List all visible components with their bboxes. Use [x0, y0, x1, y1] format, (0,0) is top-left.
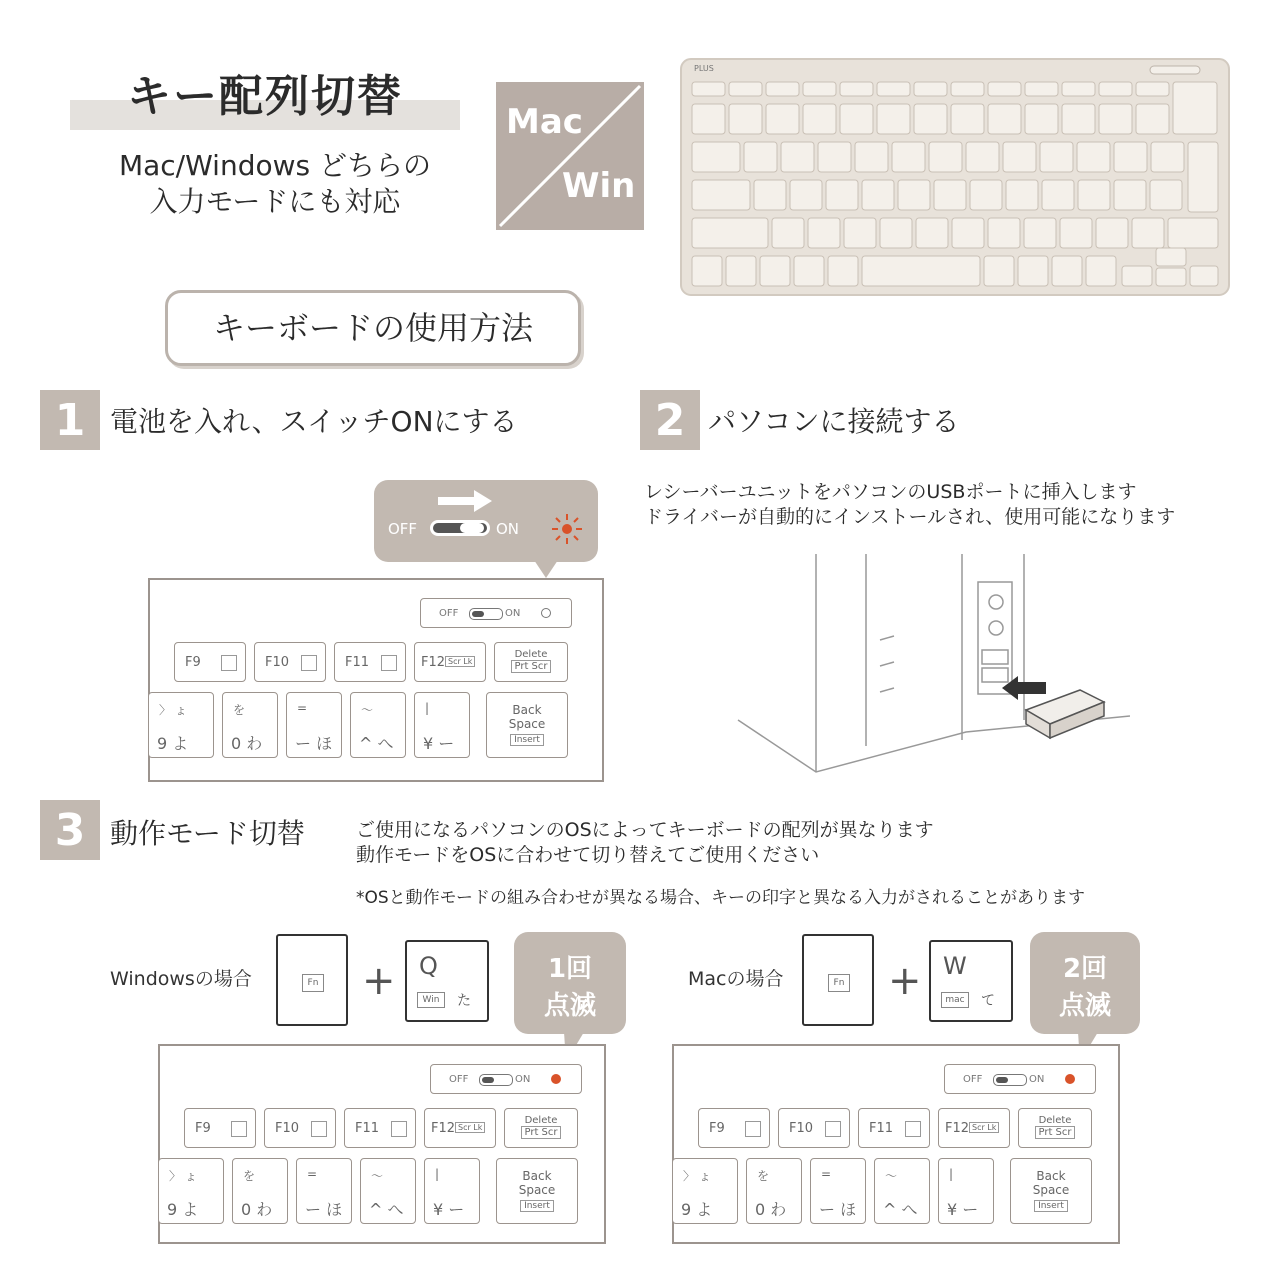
key-9-top: 〉 ょ [683, 1169, 711, 1183]
key-f10 [264, 1108, 336, 1148]
key-0 [222, 692, 278, 758]
keycap [744, 142, 777, 172]
key-f12-label: F12 [945, 1121, 970, 1136]
led-indicator-icon [1065, 1074, 1075, 1084]
step-2-desc-line-2: ドライバーが自動的にインストールされ、使用可能になります [644, 506, 1176, 528]
switch-track-icon [469, 608, 503, 620]
key-f9-media-icon [231, 1121, 247, 1137]
key-f12 [424, 1108, 496, 1148]
key-0-top: を [243, 1169, 256, 1183]
keycap [754, 180, 786, 210]
keyboard-brand: PLUS [694, 64, 714, 73]
keycap [1136, 82, 1169, 96]
keycap [826, 180, 858, 210]
keycap [1077, 142, 1110, 172]
key-f10-media-icon [311, 1121, 327, 1137]
usage-section-title: キーボードの使用方法 [165, 290, 581, 366]
key-f11 [334, 642, 406, 682]
key-f12 [938, 1108, 1010, 1148]
step-2-desc-line-1: レシーバーユニットをパソコンのUSBポートに挿入します [644, 481, 1137, 503]
key-caret-top: ～ [885, 1169, 898, 1183]
keycap [1190, 266, 1218, 286]
key-f12-label: F12 [431, 1121, 456, 1136]
badge-win: Win [562, 166, 636, 206]
keycap [729, 104, 762, 134]
keycap [726, 256, 756, 286]
key-9-top: 〉 ょ [159, 703, 187, 717]
keycap [914, 104, 947, 134]
keycap [1156, 268, 1186, 286]
keycap [1086, 256, 1116, 286]
keycap [1025, 82, 1058, 96]
keycap [1188, 142, 1218, 212]
keycap [840, 82, 873, 96]
mac-win-badge [496, 82, 644, 230]
key-prtscr-label: Prt Scr [511, 660, 550, 673]
key-9 [672, 1158, 738, 1224]
switch-off-label: OFF [963, 1074, 983, 1085]
key-f9-media-icon [745, 1121, 761, 1137]
key-yen [938, 1158, 994, 1224]
key-f10-label: F10 [265, 655, 290, 670]
key-0 [746, 1158, 802, 1224]
mac-plus-sign: + [888, 958, 922, 1004]
switch-knob [996, 1077, 1008, 1083]
switch-off-label: OFF [449, 1074, 469, 1085]
key-caret-bottom: ^ へ [359, 734, 394, 753]
keycap [692, 256, 722, 286]
keycap [840, 104, 873, 134]
key-delete-label: Delete [524, 1115, 558, 1126]
keycap [1132, 218, 1164, 248]
windows-keyboard-detail [158, 1044, 606, 1244]
key-f11-label: F11 [355, 1121, 380, 1136]
key-caret [874, 1158, 930, 1224]
keyboard-photo-icon [680, 58, 1230, 296]
keycap [988, 104, 1021, 134]
key-prtscr-label: Prt Scr [1035, 1126, 1074, 1139]
step-3-desc-line-2: 動作モードをOSに合わせて切り替えてご使用ください [356, 844, 820, 866]
keycap [794, 256, 824, 286]
key-yen-top: | [949, 1167, 954, 1181]
key-f11 [858, 1108, 930, 1148]
switch-knob [472, 611, 484, 617]
keycap [803, 104, 836, 134]
keycap [916, 218, 948, 248]
keycap [934, 180, 966, 210]
keycap [1025, 104, 1058, 134]
keycap [692, 218, 768, 248]
windows-blink-callout [514, 932, 626, 1034]
keycap [855, 142, 888, 172]
key-f9-label: F9 [195, 1121, 211, 1136]
w-key-main: W [943, 952, 967, 980]
step-1-title: 電池を入れ、スイッチONにする [110, 405, 518, 438]
step-1-keyboard-detail [148, 578, 604, 782]
key-insert-label: Insert [510, 734, 544, 746]
keycap [877, 82, 910, 96]
key-scrlk-label: Scr Lk [969, 1122, 999, 1133]
key-f12 [414, 642, 486, 682]
key-f10-label: F10 [789, 1121, 814, 1136]
key-caret-bottom: ^ へ [883, 1200, 918, 1219]
step-3-title: 動作モード切替 [110, 817, 305, 850]
mac-fn-key [802, 934, 874, 1026]
keycap [1156, 248, 1186, 266]
keycap [1062, 104, 1095, 134]
key-minus-top: = [307, 1167, 318, 1181]
keycap [1150, 180, 1182, 210]
keycap [898, 180, 930, 210]
power-switch-callout [374, 480, 598, 562]
key-yen-top: | [435, 1167, 440, 1181]
power-switch [430, 1064, 582, 1094]
mac-fn-key-label: Fn [828, 974, 850, 992]
keycap [692, 104, 725, 134]
q-key-kana: た [457, 993, 471, 1009]
key-f9 [184, 1108, 256, 1148]
keycap [1018, 256, 1048, 286]
key-delete-label: Delete [514, 649, 548, 660]
keycap [1099, 104, 1132, 134]
key-caret-bottom: ^ へ [369, 1200, 404, 1219]
key-f9-label: F9 [709, 1121, 725, 1136]
switch-track-icon [993, 1074, 1027, 1086]
key-f11-label: F11 [869, 1121, 894, 1136]
keycap [760, 256, 790, 286]
windows-q-key [405, 940, 489, 1022]
key-0-bottom: 0 わ [231, 734, 263, 753]
q-key-main: Q [419, 952, 438, 980]
keycap [929, 142, 962, 172]
step-2-description [644, 480, 1175, 530]
switch-on-label: ON [1029, 1074, 1045, 1085]
key-delete-label: Delete [1038, 1115, 1072, 1126]
windows-case-label: Windowsの場合 [110, 968, 252, 990]
key-caret [350, 692, 406, 758]
keycap [1122, 266, 1152, 286]
key-0-bottom: 0 わ [755, 1200, 787, 1219]
w-key-kana: て [981, 993, 995, 1009]
mac-w-key [929, 940, 1013, 1022]
main-title [70, 60, 460, 124]
keycap [984, 256, 1014, 286]
keycap [862, 256, 980, 286]
keycap [1173, 82, 1217, 134]
key-backspace-line1: Back [522, 1169, 552, 1183]
key-yen [424, 1158, 480, 1224]
keycap [1096, 218, 1128, 248]
fn-key-label: Fn [302, 974, 324, 992]
mac-keyboard-detail [672, 1044, 1120, 1244]
keycap [1060, 218, 1092, 248]
key-backspace-line2: Space [1032, 1183, 1070, 1197]
key-backspace [486, 692, 568, 758]
keycap [1003, 142, 1036, 172]
key-backspace-line2: Space [508, 717, 546, 731]
keycap [692, 180, 750, 210]
key-yen [414, 692, 470, 758]
subtitle-line-1: Mac/Windows どちらの [118, 149, 432, 182]
key-yen-top: | [425, 701, 430, 715]
mac-blink-count: 2回 [1062, 954, 1108, 984]
key-insert-label: Insert [1034, 1200, 1068, 1212]
keycap [880, 218, 912, 248]
key-f9 [698, 1108, 770, 1148]
title-text: キー配列切替 [127, 71, 403, 122]
key-minus [286, 692, 342, 758]
switch-on-label: ON [515, 1074, 531, 1085]
key-0-top: を [233, 703, 246, 717]
arrow-right-icon [436, 488, 496, 514]
keycap [766, 82, 799, 96]
keycap [828, 256, 858, 286]
key-f12-label: F12 [421, 655, 446, 670]
key-delete [1018, 1108, 1092, 1148]
keycap [1078, 180, 1110, 210]
key-scrlk-label: Scr Lk [445, 656, 475, 667]
key-backspace [1010, 1158, 1092, 1224]
power-switch [944, 1064, 1096, 1094]
windows-plus-sign: + [362, 958, 396, 1004]
key-backspace-line1: Back [1036, 1169, 1066, 1183]
key-0-bottom: 0 わ [241, 1200, 273, 1219]
keycap [988, 82, 1021, 96]
key-9-bottom: 9 よ [167, 1200, 199, 1219]
key-f9 [174, 642, 246, 682]
key-backspace [496, 1158, 578, 1224]
keycap [952, 218, 984, 248]
subtitle-line-2: 入力モードにも対応 [149, 185, 401, 218]
keycap [1136, 104, 1169, 134]
keycap [970, 180, 1002, 210]
callout-on-label: ON [496, 520, 520, 538]
keycap [1042, 180, 1074, 210]
key-caret-top: ～ [361, 703, 374, 717]
key-minus [810, 1158, 866, 1224]
keycap [803, 82, 836, 96]
keycap [1024, 218, 1056, 248]
key-caret-top: ～ [371, 1169, 384, 1183]
step-2-title: パソコンに接続する [708, 405, 960, 438]
led-indicator-icon [541, 608, 551, 618]
key-f11 [344, 1108, 416, 1148]
usb-receiver-insert-icon [730, 540, 1130, 790]
keycap [766, 104, 799, 134]
keycap [1114, 142, 1147, 172]
key-f11-media-icon [905, 1121, 921, 1137]
step-1-number: 1 [40, 390, 100, 450]
windows-fn-key [276, 934, 348, 1026]
key-prtscr-label: Prt Scr [521, 1126, 560, 1139]
subtitle [70, 148, 480, 220]
keycap [1168, 218, 1218, 248]
key-minus-top: = [297, 701, 308, 715]
key-yen-bottom: ¥ ー [423, 734, 455, 753]
keycap [862, 180, 894, 210]
key-delete [494, 642, 568, 682]
step-3-desc-line-1: ご使用になるパソコンのOSによってキーボードの配列が異なります [356, 819, 934, 841]
badge-mac: Mac [506, 102, 583, 142]
keycap [781, 142, 814, 172]
power-switch [420, 598, 572, 628]
keycap [1052, 256, 1082, 286]
step-2-number: 2 [640, 390, 700, 450]
keycap [729, 82, 762, 96]
key-minus-bottom: ー ほ [295, 734, 333, 753]
key-scrlk-label: Scr Lk [455, 1122, 485, 1133]
key-minus-bottom: ー ほ [305, 1200, 343, 1219]
switch-off-label: OFF [439, 608, 459, 619]
switch-on-label: ON [505, 608, 521, 619]
key-9 [148, 692, 214, 758]
key-delete [504, 1108, 578, 1148]
keycap [877, 104, 910, 134]
led-indicator-icon [551, 1074, 561, 1084]
key-0-top: を [757, 1169, 770, 1183]
key-f10 [778, 1108, 850, 1148]
key-f9-label: F9 [185, 655, 201, 670]
key-minus-top: = [821, 1167, 832, 1181]
step-3-description [356, 818, 934, 868]
q-key-win-label: Win [417, 992, 445, 1008]
keyboard-illustration [680, 58, 1230, 296]
windows-blink-count: 1回 [547, 954, 593, 984]
keycap [692, 142, 740, 172]
key-9 [158, 1158, 224, 1224]
key-9-bottom: 9 よ [681, 1200, 713, 1219]
keycap [1006, 180, 1038, 210]
keycap [1151, 142, 1184, 172]
key-f10 [254, 642, 326, 682]
keycap [1099, 82, 1132, 96]
key-yen-bottom: ¥ ー [433, 1200, 465, 1219]
keycap [1040, 142, 1073, 172]
keycap [692, 82, 725, 96]
switch-knob [482, 1077, 494, 1083]
keycap [966, 142, 999, 172]
key-f10-media-icon [825, 1121, 841, 1137]
keycap [951, 104, 984, 134]
callout-switch-track [430, 520, 490, 536]
w-key-mac-label: mac [941, 992, 969, 1008]
key-insert-label: Insert [520, 1200, 554, 1212]
key-9-bottom: 9 よ [157, 734, 189, 753]
keycap [1114, 180, 1146, 210]
keycap [808, 218, 840, 248]
key-caret [360, 1158, 416, 1224]
windows-blink-text: 点滅 [543, 991, 596, 1021]
keycap [914, 82, 947, 96]
switch-track-icon [479, 1074, 513, 1086]
key-f10-label: F10 [275, 1121, 300, 1136]
keycap [951, 82, 984, 96]
led-blink-icon [550, 512, 584, 546]
mac-blink-callout [1030, 932, 1140, 1034]
key-f10-media-icon [301, 655, 317, 671]
pc-usb-illustration [730, 540, 1130, 790]
key-f11-label: F11 [345, 655, 370, 670]
key-f11-media-icon [391, 1121, 407, 1137]
key-minus-bottom: ー ほ [819, 1200, 857, 1219]
key-f11-media-icon [381, 655, 397, 671]
mac-blink-text: 点滅 [1058, 991, 1111, 1021]
keycap [1062, 82, 1095, 96]
key-f9-media-icon [221, 655, 237, 671]
key-9-top: 〉 ょ [169, 1169, 197, 1183]
keycap [818, 142, 851, 172]
key-backspace-line1: Back [512, 703, 542, 717]
key-yen-bottom: ¥ ー [947, 1200, 979, 1219]
mac-case-label: Macの場合 [688, 968, 784, 990]
key-0 [232, 1158, 288, 1224]
keycap [844, 218, 876, 248]
keycap [772, 218, 804, 248]
key-minus [296, 1158, 352, 1224]
keycap [892, 142, 925, 172]
keycap [988, 218, 1020, 248]
key-backspace-line2: Space [518, 1183, 556, 1197]
keycap [790, 180, 822, 210]
step-3-number: 3 [40, 800, 100, 860]
callout-off-label: OFF [388, 520, 418, 538]
step-3-note: *OSと動作モードの組み合わせが異なる場合、キーの印字と異なる入力がされることがあります [356, 888, 1085, 908]
